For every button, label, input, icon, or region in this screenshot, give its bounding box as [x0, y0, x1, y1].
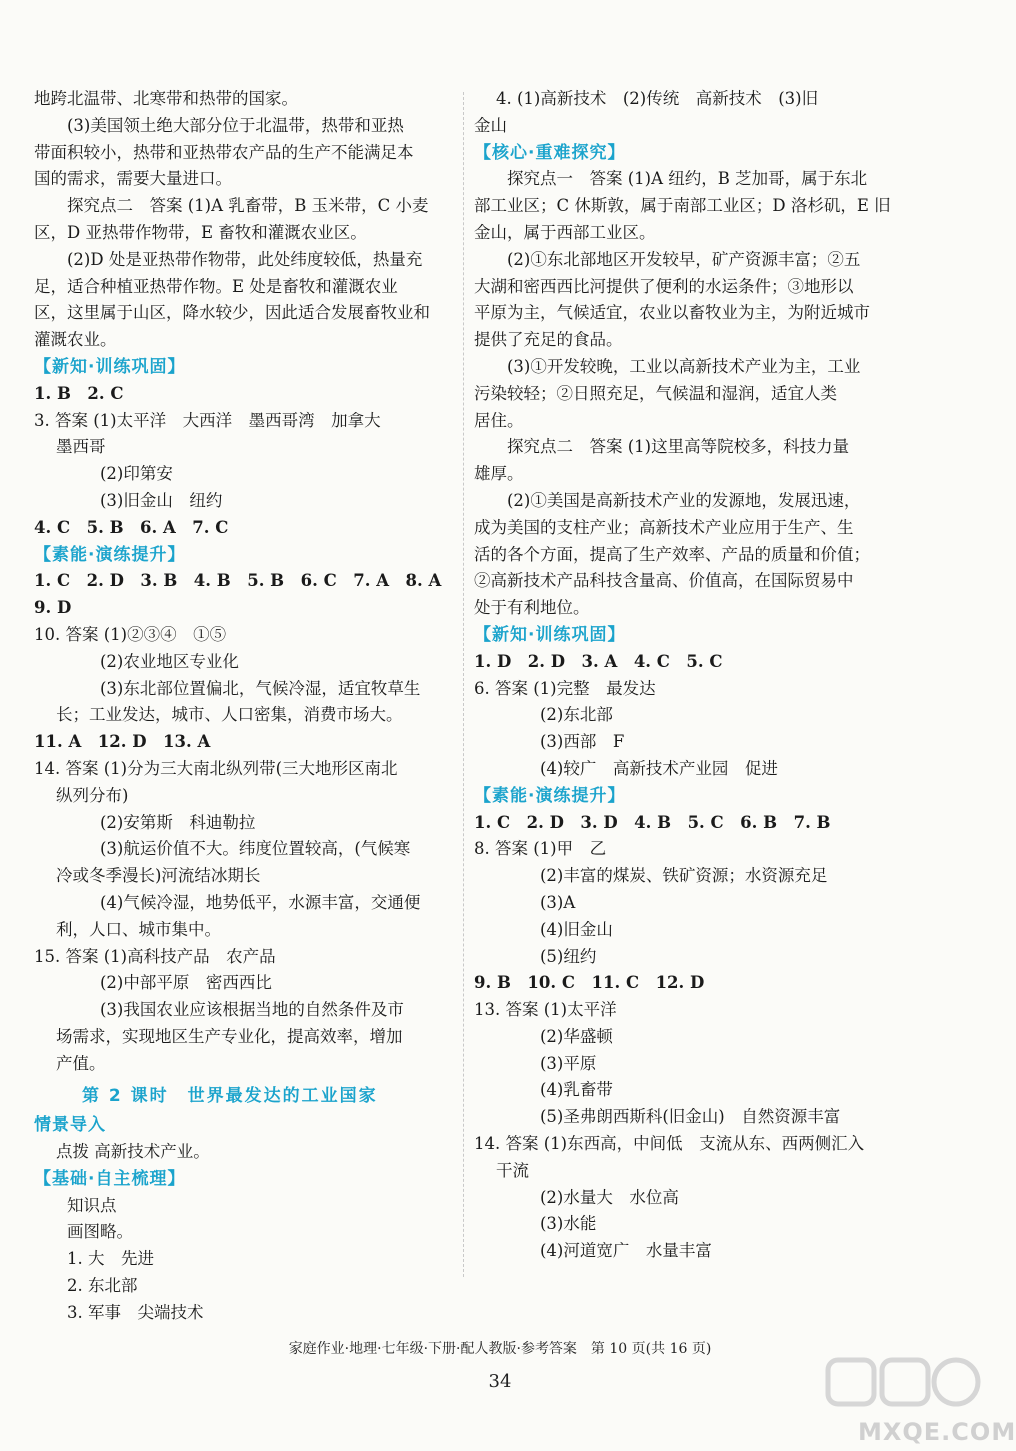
- answer-line: 1. 大 先进: [67, 1249, 154, 1269]
- answer-line: 带面积较小，热带和亚热带农产品的生产不能满足本: [34, 142, 414, 162]
- answer-line: 10. 答案 (1)②③④ ①⑤: [34, 624, 227, 644]
- answer-line: 居住。: [474, 410, 524, 430]
- answer-line: (2)印第安: [100, 464, 173, 484]
- section-header: 情景导入: [34, 1115, 106, 1136]
- answer-line: 2. 东北部: [67, 1276, 138, 1296]
- answer-line: 9. D: [34, 598, 72, 618]
- answer-line: (3)A: [540, 892, 576, 912]
- answer-line: (3)我国农业应该根据当地的自然条件及市: [100, 1000, 404, 1020]
- answer-line: (4)气候冷湿，地势低平，水源丰富，交通便: [100, 892, 421, 912]
- watermark-text: MXQE.COM: [858, 1418, 1016, 1446]
- answer-line: 区，这里属于山区，降水较少，因此适合发展畜牧业和: [34, 303, 430, 323]
- answer-line: 6. 答案 (1)完整 最发达: [474, 678, 656, 698]
- answer-line: 场需求，实现地区生产专业化，提高效率，增加: [56, 1026, 403, 1046]
- section-header: 【素能·演练提升】: [34, 544, 186, 565]
- answer-line: (4)较广 高新技术产业园 促进: [540, 758, 778, 778]
- answer-line: 产值。: [56, 1053, 106, 1073]
- answer-line: 冷或冬季漫长)河流结冰期长: [56, 866, 261, 886]
- answer-line: 长；工业发达，城市、人口密集，消费市场大。: [56, 705, 403, 725]
- answer-line: (2)水量大 水位高: [540, 1187, 679, 1207]
- answer-line: (4)旧金山: [540, 919, 613, 939]
- answer-line: 区，D 亚热带作物带，E 畜牧和灌溉农业区。: [34, 222, 367, 242]
- answer-line: 1. B 2. C: [34, 383, 124, 403]
- answer-line: 提供了充足的食品。: [474, 330, 623, 350]
- answer-line: 9. B 10. C 11. C 12. D: [474, 973, 705, 993]
- answer-line: (5)圣弗朗西斯科(旧金山) 自然资源丰富: [540, 1107, 841, 1127]
- section-header: 【新知·训练巩固】: [474, 624, 626, 645]
- answer-line: ②高新技术产品科技含量高、价值高，在国际贸易中: [474, 571, 854, 591]
- answer-line: 知识点: [67, 1195, 117, 1215]
- column-divider: [463, 92, 464, 1277]
- answer-line: (3)①开发较晚，工业以高新技术产业为主，工业: [507, 356, 861, 376]
- answer-line: 探究点二 答案 (1)这里高等院校多，科技力量: [507, 437, 850, 457]
- answer-line: 处于有利地位。: [474, 598, 590, 618]
- answer-line: (4)乳畜带: [540, 1080, 613, 1100]
- right-column: [474, 86, 896, 1265]
- answer-line: 雄厚。: [474, 464, 524, 484]
- answer-line: (3)西部 F: [540, 732, 625, 752]
- section-header: 【基础·自主梳理】: [34, 1168, 186, 1189]
- answer-line: (3)美国领土绝大部分位于北温带，热带和亚热: [67, 115, 404, 135]
- answer-line: 成为美国的支柱产业；高新技术产业应用于生产、生: [474, 517, 854, 537]
- section-header: 【新知·训练巩固】: [34, 356, 186, 377]
- answer-line: 污染较轻；②日照充足，气候温和湿润，适宜人类: [474, 383, 837, 403]
- left-column: [34, 86, 454, 1327]
- answer-line: 15. 答案 (1)高科技产品 农产品: [34, 946, 276, 966]
- answer-line: 4. (1)高新技术 (2)传统 高新技术 (3)旧: [496, 89, 819, 108]
- answer-line: 墨西哥: [56, 437, 106, 457]
- answer-line: 1. C 2. D 3. B 4. B 5. B 6. C 7. A 8. A: [34, 571, 442, 591]
- answer-line: 探究点一 答案 (1)A 纽约，B 芝加哥，属于东北: [507, 169, 868, 189]
- answer-line: (2)中部平原 密西西比: [100, 973, 272, 993]
- answer-line: (3)平原: [540, 1053, 597, 1073]
- answer-line: 灌溉农业。: [34, 330, 117, 350]
- answer-line: (4)河道宽广 水量丰富: [540, 1241, 712, 1261]
- answer-line: (2)东北部: [540, 705, 613, 725]
- answer-line: (3)东北部位置偏北，气候冷湿，适宜牧草生: [100, 678, 421, 698]
- page-footer: 家庭作业·地理·七年级·下册·配人教版·参考答案 第 10 页(共 16 页): [288, 1341, 712, 1357]
- answer-line: (2)D 处是亚热带作物带，此处纬度较低，热量充: [67, 249, 423, 269]
- answer-line: 13. 答案 (1)太平洋: [474, 1000, 617, 1020]
- answer-line: (2)华盛顿: [540, 1026, 613, 1046]
- answer-line: (2)①东北部地区开发较早，矿产资源丰富；②五: [507, 249, 861, 269]
- answer-line: 部工业区；C 休斯敦，属于南部工业区；D 洛杉矶，E 旧: [474, 196, 891, 216]
- answer-line: 11. A 12. D 13. A: [34, 732, 211, 752]
- answer-line: 探究点二 答案 (1)A 乳畜带，B 玉米带，C 小麦: [67, 196, 429, 216]
- answer-line: 8. 答案 (1)甲 乙: [474, 839, 607, 859]
- answer-line: 1. C 2. D 3. D 4. B 5. C 6. B 7. B: [474, 812, 831, 832]
- answer-line: 纵列分布): [56, 785, 129, 805]
- page-number: 34: [488, 1371, 512, 1392]
- answer-line: 大湖和密西西比河提供了便利的水运条件；③地形以: [474, 276, 854, 296]
- answer-line: (3)水能: [540, 1214, 597, 1234]
- answer-line: (2)农业地区专业化: [100, 651, 239, 671]
- answer-line: (3)旧金山 纽约: [100, 490, 223, 510]
- answer-line: 14. 答案 (1)分为三大南北纵列带(三大地形区南北: [34, 758, 398, 778]
- answer-line: 3. 答案 (1)太平洋 大西洋 墨西哥湾 加拿大: [34, 410, 381, 430]
- answer-line: 地跨北温带、北寒带和热带的国家。: [34, 89, 298, 108]
- answer-line: 画图略。: [67, 1222, 133, 1242]
- answer-line: (3)航运价值不大。纬度位置较高，(气候寒: [100, 839, 411, 859]
- section-header: 第 2 课时 世界最发达的工业国家: [82, 1086, 378, 1107]
- answer-line: 干流: [496, 1160, 529, 1180]
- answer-line: 1. D 2. D 3. A 4. C 5. C: [474, 651, 723, 671]
- answer-line: (2)安第斯 科迪勒拉: [100, 812, 256, 832]
- answer-line: 平原为主，气候适宜，农业以畜牧业为主，为附近城市: [474, 303, 870, 323]
- answer-line: (2)①美国是高新技术产业的发源地，发展迅速，: [507, 490, 861, 510]
- answer-line: 足，适合种植亚热带作物。E 处是畜牧和灌溉农业: [34, 276, 398, 296]
- answer-line: 3. 军事 尖端技术: [67, 1302, 204, 1322]
- section-header: 【核心·重难探究】: [474, 142, 626, 163]
- answer-line: (5)纽约: [540, 946, 597, 966]
- answer-line: 4. C 5. B 6. A 7. C: [34, 517, 229, 537]
- answer-line: 金山，属于西部工业区。: [474, 222, 656, 242]
- answer-line: 国的需求，需要大量进口。: [34, 169, 232, 189]
- answer-line: 活的各个方面，提高了生产效率、产品的质量和价值；: [474, 544, 870, 564]
- answer-line: 14. 答案 (1)东西高，中间低 支流从东、西两侧汇入: [474, 1134, 865, 1154]
- answer-line: (2)丰富的煤炭、铁矿资源；水资源充足: [540, 866, 828, 886]
- answer-line: 点拨 高新技术产业。: [56, 1142, 210, 1162]
- answer-line: 利，人口、城市集中。: [56, 919, 221, 939]
- answer-line: 金山: [474, 115, 507, 135]
- section-header: 【素能·演练提升】: [474, 785, 626, 806]
